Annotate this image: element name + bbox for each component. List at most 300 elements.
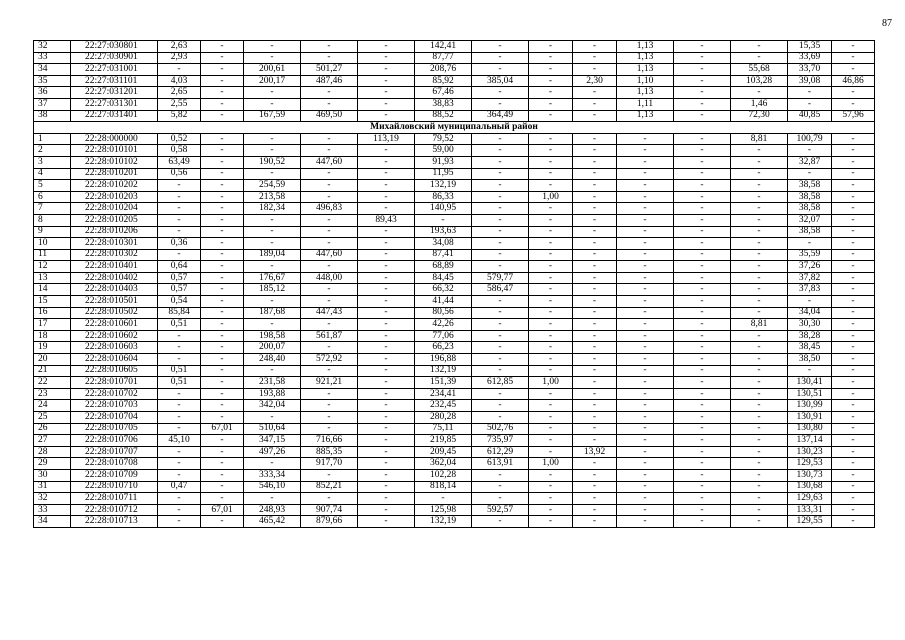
value-cell: - <box>674 214 731 226</box>
value-cell: - <box>358 272 415 284</box>
row-number-cell: 27 <box>34 435 71 447</box>
value-cell: - <box>529 145 573 157</box>
value-cell: - <box>617 238 674 250</box>
value-cell: 133,31 <box>788 504 832 516</box>
value-cell: - <box>301 145 358 157</box>
value-cell: - <box>573 110 617 122</box>
value-cell: - <box>158 516 201 528</box>
value-cell: - <box>472 226 529 238</box>
value-cell: - <box>731 261 788 273</box>
value-cell: - <box>472 64 529 76</box>
row-number-cell: 35 <box>34 75 71 87</box>
value-cell: 716,66 <box>301 435 358 447</box>
value-cell: - <box>529 469 573 481</box>
value-cell: 232,45 <box>415 400 472 412</box>
row-number-cell: 7 <box>34 203 71 215</box>
value-cell: - <box>529 342 573 354</box>
value-cell: - <box>472 342 529 354</box>
cadastral-code-cell: 22:28:010702 <box>71 388 158 400</box>
table-row <box>34 145 875 157</box>
value-cell: 151,39 <box>415 377 472 389</box>
value-cell: 38,45 <box>788 342 832 354</box>
cadastral-code-cell: 22:27:031401 <box>71 110 158 122</box>
value-cell: - <box>358 168 415 180</box>
value-cell: - <box>731 296 788 308</box>
value-cell: - <box>158 412 201 424</box>
value-cell: - <box>472 412 529 424</box>
value-cell: - <box>573 284 617 296</box>
value-cell: - <box>529 226 573 238</box>
value-cell: 469,50 <box>301 110 358 122</box>
value-cell: 248,40 <box>244 354 301 366</box>
value-cell: - <box>832 214 875 226</box>
value-cell: - <box>573 307 617 319</box>
value-cell: - <box>617 446 674 458</box>
value-cell: - <box>832 504 875 516</box>
table-row <box>34 272 875 284</box>
value-cell: - <box>529 238 573 250</box>
value-cell: 30,30 <box>788 319 832 331</box>
value-cell: - <box>674 493 731 505</box>
row-number-cell: 10 <box>34 238 71 250</box>
value-cell: - <box>358 52 415 64</box>
value-cell: - <box>832 87 875 99</box>
value-cell: - <box>358 330 415 342</box>
value-cell: - <box>244 226 301 238</box>
value-cell: - <box>201 98 244 110</box>
value-cell: 42,26 <box>415 319 472 331</box>
value-cell: - <box>674 296 731 308</box>
value-cell: 130,91 <box>788 412 832 424</box>
value-cell: - <box>472 191 529 203</box>
value-cell: 200,17 <box>244 75 301 87</box>
value-cell: 34,08 <box>415 238 472 250</box>
value-cell: - <box>731 238 788 250</box>
value-cell: - <box>529 504 573 516</box>
value-cell: - <box>573 180 617 192</box>
value-cell: - <box>731 284 788 296</box>
value-cell: 129,63 <box>788 493 832 505</box>
cadastral-code-cell: 22:28:010201 <box>71 168 158 180</box>
cadastral-code-cell: 22:28:010402 <box>71 272 158 284</box>
value-cell: 91,93 <box>415 156 472 168</box>
value-cell: 87,41 <box>415 249 472 261</box>
value-cell: - <box>158 423 201 435</box>
value-cell: 0,56 <box>158 168 201 180</box>
value-cell: - <box>731 446 788 458</box>
value-cell: 592,57 <box>472 504 529 516</box>
value-cell: - <box>472 214 529 226</box>
value-cell: - <box>573 272 617 284</box>
cadastral-code-cell: 22:27:030801 <box>71 41 158 53</box>
value-cell: - <box>472 238 529 250</box>
value-cell: - <box>529 423 573 435</box>
value-cell: - <box>358 238 415 250</box>
value-cell: - <box>573 481 617 493</box>
value-cell: - <box>472 481 529 493</box>
cadastral-code-cell: 22:28:010711 <box>71 493 158 505</box>
value-cell: - <box>731 342 788 354</box>
page-number: 87 <box>882 18 892 29</box>
value-cell: - <box>832 354 875 366</box>
value-cell: - <box>158 64 201 76</box>
value-cell: - <box>788 365 832 377</box>
cadastral-code-cell: 22:28:010704 <box>71 412 158 424</box>
value-cell: - <box>674 504 731 516</box>
row-number-cell: 11 <box>34 249 71 261</box>
value-cell: - <box>472 516 529 528</box>
value-cell: - <box>573 249 617 261</box>
table-row <box>34 504 875 516</box>
value-cell: - <box>301 133 358 145</box>
value-cell: - <box>832 365 875 377</box>
value-cell: - <box>201 446 244 458</box>
table-row <box>34 168 875 180</box>
value-cell: - <box>244 133 301 145</box>
value-cell: - <box>358 388 415 400</box>
value-cell: - <box>617 272 674 284</box>
table-row <box>34 75 875 87</box>
value-cell: - <box>201 249 244 261</box>
row-number-cell: 38 <box>34 110 71 122</box>
value-cell: - <box>301 400 358 412</box>
value-cell: - <box>201 156 244 168</box>
value-cell: - <box>301 296 358 308</box>
value-cell: 342,04 <box>244 400 301 412</box>
value-cell: 142,41 <box>415 41 472 53</box>
value-cell: 1,11 <box>617 98 674 110</box>
value-cell: - <box>158 469 201 481</box>
value-cell: - <box>472 52 529 64</box>
table-row <box>34 238 875 250</box>
value-cell: 86,33 <box>415 191 472 203</box>
value-cell: - <box>201 272 244 284</box>
value-cell: - <box>244 365 301 377</box>
value-cell: - <box>674 75 731 87</box>
value-cell: - <box>301 238 358 250</box>
value-cell: - <box>201 330 244 342</box>
row-number-cell: 3 <box>34 156 71 168</box>
value-cell: - <box>832 203 875 215</box>
value-cell: 37,83 <box>788 284 832 296</box>
value-cell: 2,63 <box>158 41 201 53</box>
value-cell: - <box>573 342 617 354</box>
value-cell: 187,68 <box>244 307 301 319</box>
cadastral-code-cell: 22:28:010601 <box>71 319 158 331</box>
value-cell: 182,34 <box>244 203 301 215</box>
value-cell: - <box>301 180 358 192</box>
table-row <box>34 307 875 319</box>
cadastral-code-cell: 22:27:030901 <box>71 52 158 64</box>
value-cell: - <box>617 249 674 261</box>
value-cell: - <box>617 284 674 296</box>
value-cell: - <box>832 98 875 110</box>
value-cell: - <box>832 296 875 308</box>
value-cell: - <box>529 435 573 447</box>
value-cell: 4,03 <box>158 75 201 87</box>
table-row <box>34 249 875 261</box>
cadastral-code-cell: 22:28:010203 <box>71 191 158 203</box>
value-cell: - <box>201 458 244 470</box>
value-cell: - <box>674 388 731 400</box>
value-cell: - <box>788 296 832 308</box>
value-cell: - <box>617 504 674 516</box>
value-cell: - <box>674 238 731 250</box>
value-cell: - <box>201 296 244 308</box>
table-row <box>34 98 875 110</box>
value-cell: - <box>529 203 573 215</box>
value-cell: - <box>358 156 415 168</box>
value-cell: - <box>201 133 244 145</box>
cadastral-code-cell: 22:28:010712 <box>71 504 158 516</box>
value-cell: 41,44 <box>415 296 472 308</box>
table-row <box>34 214 875 226</box>
value-cell: - <box>573 261 617 273</box>
value-cell: - <box>617 214 674 226</box>
value-cell: 130,51 <box>788 388 832 400</box>
value-cell: 38,58 <box>788 226 832 238</box>
value-cell: 84,45 <box>415 272 472 284</box>
value-cell: - <box>832 319 875 331</box>
value-cell: 102,28 <box>415 469 472 481</box>
value-cell: - <box>674 156 731 168</box>
row-number-cell: 19 <box>34 342 71 354</box>
value-cell: - <box>158 493 201 505</box>
value-cell: 193,63 <box>415 226 472 238</box>
value-cell: - <box>832 145 875 157</box>
value-cell: - <box>472 98 529 110</box>
value-cell: - <box>832 156 875 168</box>
cadastral-code-cell: 22:28:010101 <box>71 145 158 157</box>
value-cell: - <box>472 493 529 505</box>
value-cell: 75,11 <box>415 423 472 435</box>
value-cell: - <box>617 342 674 354</box>
value-cell: - <box>529 296 573 308</box>
value-cell: 38,58 <box>788 203 832 215</box>
value-cell: - <box>617 168 674 180</box>
value-cell: - <box>674 284 731 296</box>
row-number-cell: 12 <box>34 261 71 273</box>
table-row <box>34 365 875 377</box>
value-cell: - <box>301 168 358 180</box>
value-cell: - <box>731 330 788 342</box>
value-cell: - <box>158 249 201 261</box>
value-cell: - <box>731 52 788 64</box>
value-cell: - <box>617 469 674 481</box>
value-cell: - <box>832 168 875 180</box>
value-cell: - <box>617 388 674 400</box>
value-cell: - <box>832 412 875 424</box>
table-row <box>34 330 875 342</box>
value-cell: 0,52 <box>158 133 201 145</box>
value-cell: - <box>201 214 244 226</box>
value-cell: - <box>529 319 573 331</box>
value-cell: - <box>529 307 573 319</box>
value-cell: 87,77 <box>415 52 472 64</box>
value-cell: - <box>731 504 788 516</box>
value-cell: - <box>301 284 358 296</box>
row-number-cell: 22 <box>34 377 71 389</box>
value-cell: 0,58 <box>158 145 201 157</box>
value-cell: - <box>573 469 617 481</box>
row-number-cell: 13 <box>34 272 71 284</box>
value-cell: - <box>472 365 529 377</box>
value-cell: - <box>573 41 617 53</box>
value-cell: - <box>573 87 617 99</box>
value-cell: 546,10 <box>244 481 301 493</box>
value-cell: 88,52 <box>415 110 472 122</box>
value-cell: 2,30 <box>573 75 617 87</box>
value-cell: - <box>832 435 875 447</box>
value-cell: - <box>617 203 674 215</box>
value-cell: - <box>158 330 201 342</box>
value-cell: 2,93 <box>158 52 201 64</box>
value-cell: - <box>573 388 617 400</box>
value-cell: 113,19 <box>358 133 415 145</box>
value-cell: - <box>472 400 529 412</box>
value-cell: - <box>201 226 244 238</box>
table-row <box>34 342 875 354</box>
value-cell: - <box>832 307 875 319</box>
value-cell: - <box>201 145 244 157</box>
value-cell: - <box>301 41 358 53</box>
value-cell: 130,73 <box>788 469 832 481</box>
value-cell: - <box>358 412 415 424</box>
value-cell: - <box>832 423 875 435</box>
value-cell: 37,26 <box>788 261 832 273</box>
value-cell: - <box>674 249 731 261</box>
value-cell: - <box>674 133 731 145</box>
value-cell: 66,32 <box>415 284 472 296</box>
value-cell: 447,60 <box>301 249 358 261</box>
value-cell: 132,19 <box>415 180 472 192</box>
value-cell: - <box>731 226 788 238</box>
value-cell: - <box>358 377 415 389</box>
value-cell: 11,95 <box>415 168 472 180</box>
row-number-cell: 20 <box>34 354 71 366</box>
value-cell: - <box>832 330 875 342</box>
value-cell: - <box>731 191 788 203</box>
value-cell: - <box>832 493 875 505</box>
table-body-top <box>34 41 875 122</box>
value-cell: 0,64 <box>158 261 201 273</box>
value-cell: - <box>788 145 832 157</box>
value-cell: - <box>244 296 301 308</box>
value-cell: - <box>529 98 573 110</box>
value-cell: - <box>472 133 529 145</box>
value-cell: 219,85 <box>415 435 472 447</box>
value-cell: 209,45 <box>415 446 472 458</box>
value-cell: - <box>617 330 674 342</box>
table-row <box>34 296 875 308</box>
value-cell: - <box>301 388 358 400</box>
value-cell: - <box>301 226 358 238</box>
cadastral-code-cell: 22:28:010705 <box>71 423 158 435</box>
value-cell: - <box>472 469 529 481</box>
value-cell: 586,47 <box>472 284 529 296</box>
value-cell: - <box>674 377 731 389</box>
value-cell: - <box>158 203 201 215</box>
value-cell: - <box>301 87 358 99</box>
value-cell: 502,76 <box>472 423 529 435</box>
value-cell: 447,43 <box>301 307 358 319</box>
value-cell: - <box>358 307 415 319</box>
value-cell: - <box>244 145 301 157</box>
value-cell: - <box>573 412 617 424</box>
value-cell: 612,29 <box>472 446 529 458</box>
value-cell: - <box>201 435 244 447</box>
row-number-cell: 23 <box>34 388 71 400</box>
value-cell: 32,87 <box>788 156 832 168</box>
value-cell: - <box>244 261 301 273</box>
value-cell: - <box>832 180 875 192</box>
value-cell: 917,70 <box>301 458 358 470</box>
value-cell: - <box>201 365 244 377</box>
row-number-cell: 24 <box>34 400 71 412</box>
value-cell: 80,56 <box>415 307 472 319</box>
value-cell: - <box>472 145 529 157</box>
value-cell: 130,99 <box>788 400 832 412</box>
value-cell: 0,57 <box>158 284 201 296</box>
value-cell: 39,08 <box>788 75 832 87</box>
table-row <box>34 191 875 203</box>
value-cell: - <box>529 365 573 377</box>
value-cell: 72,30 <box>731 110 788 122</box>
value-cell: - <box>617 493 674 505</box>
value-cell: - <box>158 504 201 516</box>
value-cell: 497,26 <box>244 446 301 458</box>
value-cell: - <box>472 261 529 273</box>
value-cell: - <box>573 435 617 447</box>
value-cell: - <box>529 412 573 424</box>
value-cell: 132,19 <box>415 365 472 377</box>
table-row <box>34 435 875 447</box>
cadastral-code-cell: 22:28:010501 <box>71 296 158 308</box>
value-cell: - <box>358 481 415 493</box>
value-cell: - <box>472 354 529 366</box>
value-cell: - <box>301 493 358 505</box>
value-cell: - <box>674 423 731 435</box>
row-number-cell: 36 <box>34 87 71 99</box>
value-cell: - <box>158 214 201 226</box>
value-cell: 190,52 <box>244 156 301 168</box>
table-row <box>34 156 875 168</box>
value-cell: - <box>674 145 731 157</box>
value-cell: - <box>358 191 415 203</box>
value-cell: - <box>529 261 573 273</box>
value-cell: - <box>472 388 529 400</box>
value-cell: - <box>731 377 788 389</box>
value-cell: - <box>674 226 731 238</box>
value-cell: - <box>674 307 731 319</box>
value-cell: 55,68 <box>731 64 788 76</box>
table-row <box>34 469 875 481</box>
value-cell: - <box>832 458 875 470</box>
value-cell: - <box>832 516 875 528</box>
value-cell: - <box>301 469 358 481</box>
row-number-cell: 15 <box>34 296 71 308</box>
value-cell: 8,81 <box>731 133 788 145</box>
value-cell: 130,23 <box>788 446 832 458</box>
value-cell: 1,13 <box>617 64 674 76</box>
cadastral-code-cell: 22:28:010706 <box>71 435 158 447</box>
value-cell: - <box>301 412 358 424</box>
value-cell: - <box>201 168 244 180</box>
value-cell: 103,28 <box>731 75 788 87</box>
value-cell: - <box>731 400 788 412</box>
value-cell: 612,85 <box>472 377 529 389</box>
value-cell: - <box>832 133 875 145</box>
